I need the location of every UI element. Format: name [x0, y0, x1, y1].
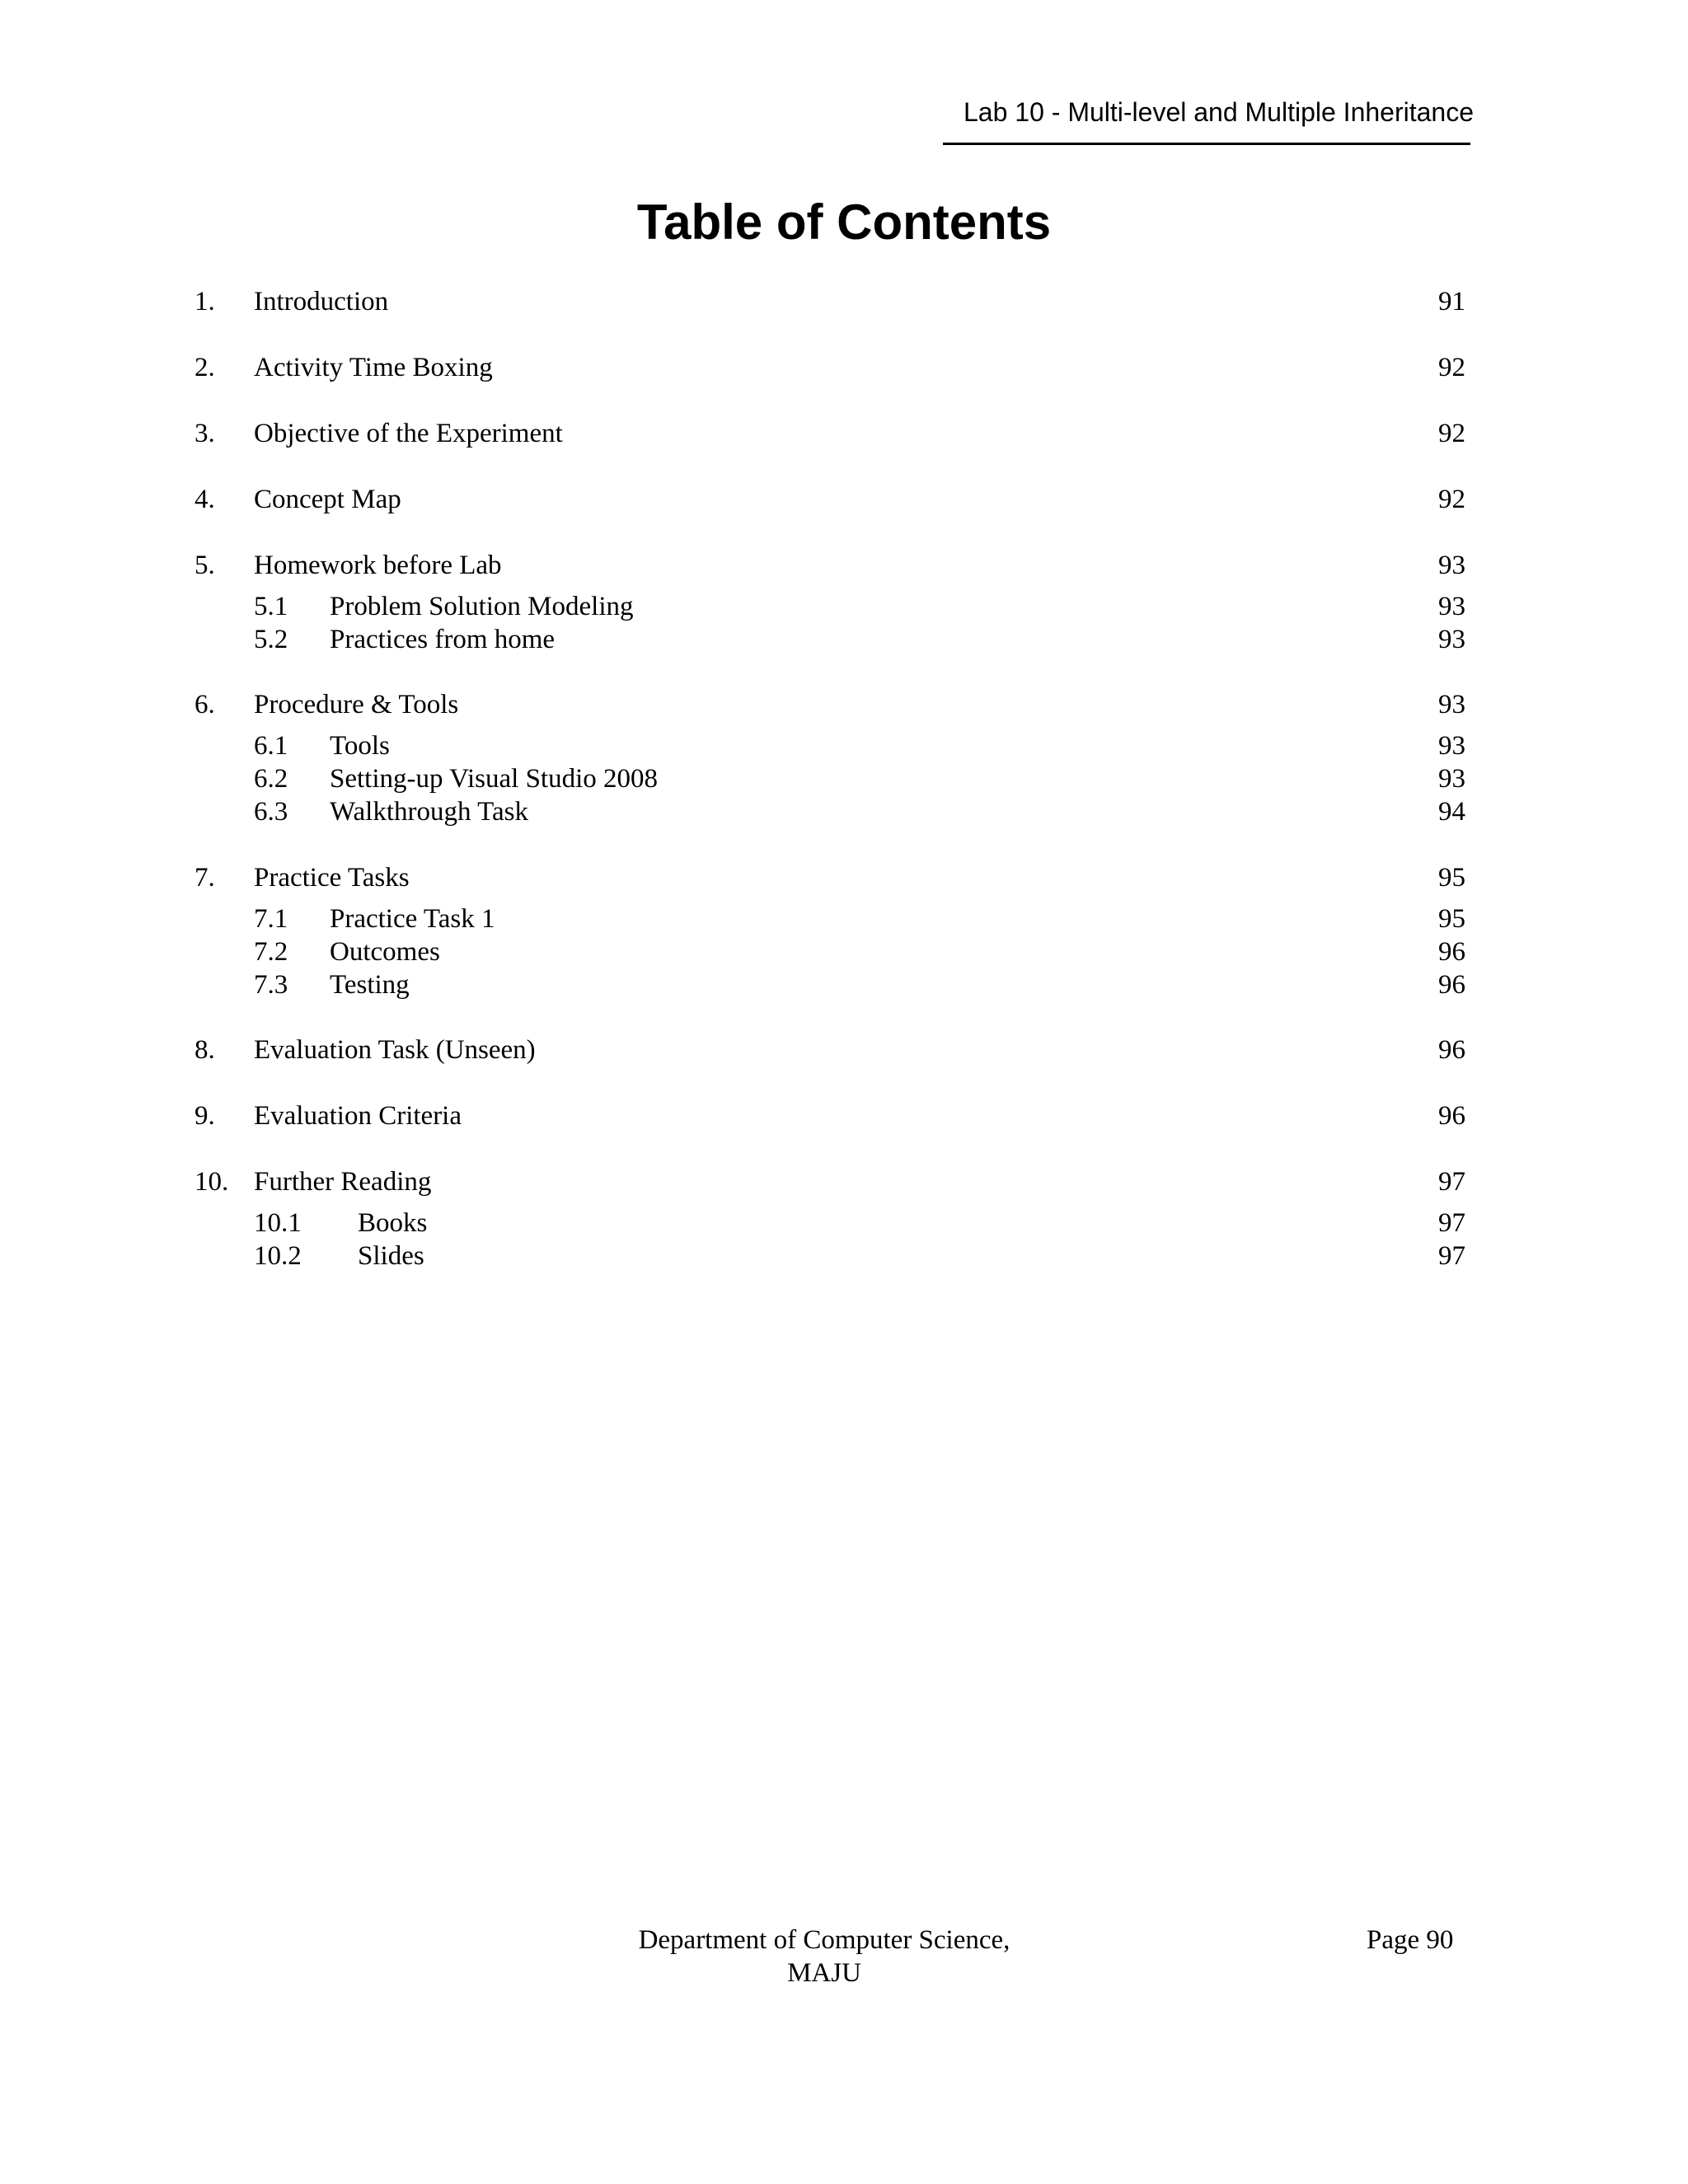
toc-entry-page: 93: [1438, 764, 1465, 794]
toc-entry-page: 93: [1438, 690, 1465, 719]
toc-entry-label: Homework before Lab: [254, 551, 502, 580]
toc-entry[interactable]: [0, 1165, 1688, 1198]
toc-entry-number: 7.2: [254, 937, 288, 967]
toc-entry-page: 97: [1438, 1241, 1465, 1271]
toc-entry-number: 10.1: [254, 1208, 302, 1238]
toc-entry[interactable]: [0, 688, 1688, 721]
toc-entry-page: 92: [1438, 353, 1465, 382]
toc-entry-number: 6.3: [254, 797, 288, 827]
toc-entry-number: 6.1: [254, 731, 288, 761]
toc-subentry[interactable]: [0, 968, 1688, 1001]
toc-entry-label: Walkthrough Task: [330, 797, 528, 827]
footer-department: [577, 1924, 1071, 1990]
toc-entry[interactable]: [0, 549, 1688, 582]
toc-entry[interactable]: [0, 483, 1688, 516]
toc-entry[interactable]: [0, 417, 1688, 450]
toc-entry-label: Problem Solution Modeling: [330, 592, 634, 621]
toc-entry-label: Introduction: [254, 287, 389, 316]
toc-subentry[interactable]: [0, 795, 1688, 828]
toc-entry-label: Tools: [330, 731, 390, 761]
toc-entry-label: Practice Task 1: [330, 904, 495, 934]
toc-entry-page: 93: [1438, 592, 1465, 621]
toc-entry[interactable]: [0, 1033, 1688, 1066]
running-header: [943, 97, 1474, 145]
toc-entry-page: 92: [1438, 485, 1465, 514]
toc-subentry[interactable]: [0, 729, 1688, 762]
toc-entry-label: Further Reading: [254, 1167, 432, 1197]
toc-entry-number: 1.: [195, 287, 215, 316]
toc-entry-label: Objective of the Experiment: [254, 419, 563, 448]
toc-entry-number: 7.: [195, 863, 215, 893]
toc-entry-page: 97: [1438, 1167, 1465, 1197]
page-title: Table of Contents: [636, 194, 1052, 250]
footer-department-line: Department of Computer Science,: [638, 1925, 1010, 1955]
toc-entry-page: 96: [1438, 1101, 1465, 1131]
toc-subentry[interactable]: [0, 935, 1688, 968]
toc-subentry[interactable]: [0, 902, 1688, 935]
toc-entry-number: 6.: [195, 690, 215, 719]
toc-entry-page: 97: [1438, 1208, 1465, 1238]
toc-entry-label: Testing: [330, 970, 410, 1000]
toc-entry-number: 3.: [195, 419, 215, 448]
toc-entry-number: 8.: [195, 1035, 215, 1065]
toc-entry-label: Practices from home: [330, 625, 556, 654]
toc-subentry[interactable]: [0, 623, 1688, 656]
toc-entry-number: 7.1: [254, 904, 288, 934]
toc-entry-label: Concept Map: [254, 485, 401, 514]
toc-entry[interactable]: [0, 1099, 1688, 1132]
toc-entry-number: 7.3: [254, 970, 288, 1000]
footer-department-line: MAJU: [787, 1958, 861, 1988]
toc-entry-label: Activity Time Boxing: [254, 353, 493, 382]
toc-entry-number: 6.2: [254, 764, 288, 794]
toc-entry-page: 94: [1438, 797, 1465, 827]
toc-entry-number: 5.1: [254, 592, 288, 621]
toc-entry[interactable]: [0, 351, 1688, 384]
toc-entry-number: 10.: [195, 1167, 229, 1197]
toc-entry-label: Practice Tasks: [254, 863, 410, 893]
toc-entry-page: 96: [1438, 1035, 1465, 1065]
toc-entry-label: Setting-up Visual Studio 2008: [330, 764, 659, 794]
toc-entry-page: 96: [1438, 970, 1465, 1000]
footer-page-number: Page 90: [1367, 1925, 1454, 1955]
toc-entry-page: 93: [1438, 731, 1465, 761]
toc-entry-label: Evaluation Task (Unseen): [254, 1035, 536, 1065]
toc-entry-label: Slides: [358, 1241, 424, 1271]
toc-entry[interactable]: [0, 285, 1688, 318]
toc-entry-label: Books: [358, 1208, 428, 1238]
toc-subentry[interactable]: [0, 1240, 1688, 1272]
toc-subentry[interactable]: [0, 762, 1688, 795]
toc-entry-page: 93: [1438, 625, 1465, 654]
toc-entry-number: 2.: [195, 353, 215, 382]
toc-entry-number: 10.2: [254, 1241, 302, 1271]
toc-entry-page: 92: [1438, 419, 1465, 448]
toc-entry-number: 9.: [195, 1101, 215, 1131]
toc-entry-number: 5.2: [254, 625, 288, 654]
toc-entry-page: 95: [1438, 863, 1465, 893]
toc-entry-page: 95: [1438, 904, 1465, 934]
toc-subentry[interactable]: [0, 1207, 1688, 1240]
toc-subentry[interactable]: [0, 590, 1688, 623]
toc-entry-label: Evaluation Criteria: [254, 1101, 462, 1131]
toc-entry[interactable]: [0, 861, 1688, 894]
toc-entry-number: 5.: [195, 551, 215, 580]
toc-entry-page: 93: [1438, 551, 1465, 580]
toc-entry-number: 4.: [195, 485, 215, 514]
toc-entry-page: 96: [1438, 937, 1465, 967]
toc-entry-label: Outcomes: [330, 937, 440, 967]
toc-entry-label: Procedure & Tools: [254, 690, 459, 719]
header-title: Lab 10 - Multi-level and Multiple Inheritance: [964, 97, 1474, 127]
toc-entry-page: 91: [1438, 287, 1465, 316]
